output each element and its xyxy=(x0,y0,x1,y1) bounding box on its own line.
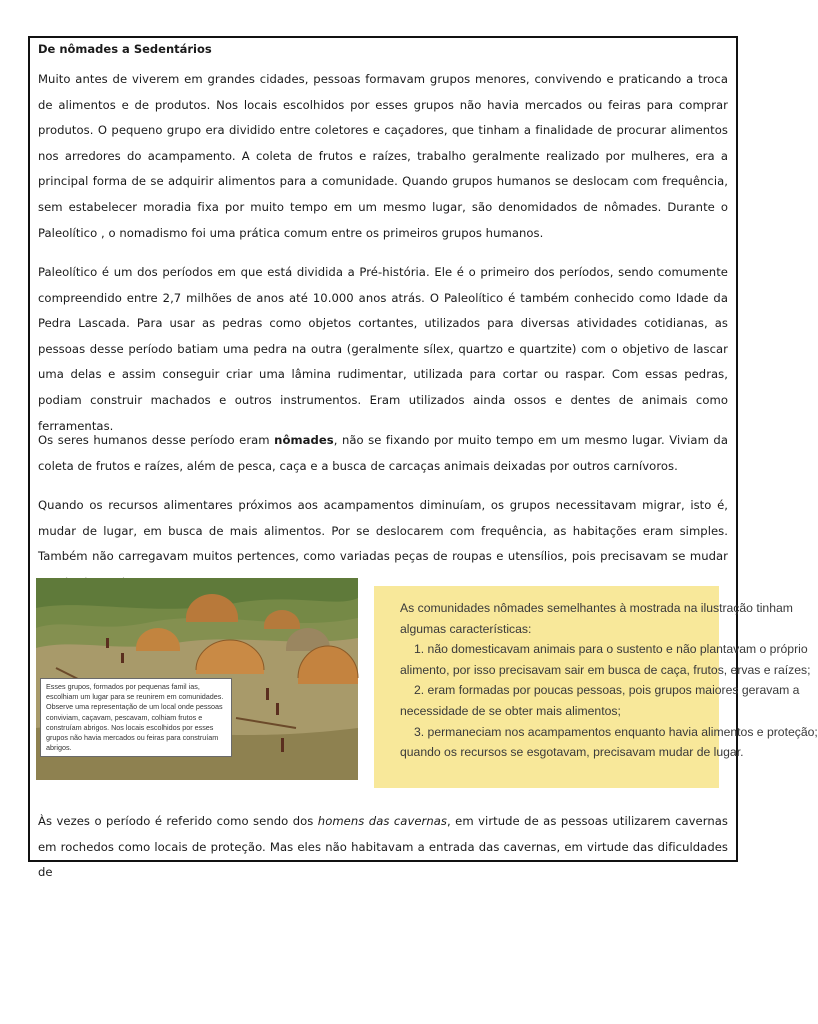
paragraph-nomadic-humans xyxy=(38,428,728,479)
box-line: necessidade de se obter mais alimentos; xyxy=(400,703,621,718)
paragraph3-end: , não se fixando por muito tempo em um mesmo lugar. Viviam da coleta de frutos e raízes, além de pesca, caça e a busca de carcaças animais deixadas por outros carnívoros. xyxy=(38,433,728,473)
box-item-2: 2. eram formadas por poucas pessoas, pois grupos maiores geravam a xyxy=(414,683,800,698)
illustration-caption: Esses grupos, formados por pequenas famil ias, escolhiam um lugar para se reunirem em comunidades. Observe uma representação de um local onde pessoas conviviam, caçavam, pescavam, colhiam frutos e construíam abrigos. Nos locais escolhidos por esses grupos não havia mercados ou feiras para construíam abrigos. xyxy=(40,678,232,757)
paragraph5-start: Às vezes o período é referido como sendo dos xyxy=(38,814,318,828)
box-item-1: 1. não domesticavam animais para o sustento e não plantavam o próprio xyxy=(414,642,808,657)
camp-illustration xyxy=(36,578,358,780)
paragraph5-end: , em virtude de as pessoas utilizarem cavernas em rochedos como locais de proteção. Mas eles não habitavam a entrada das cavernas, em virtude das dificuldades de xyxy=(38,814,729,880)
paragraph-cave-men xyxy=(38,809,728,886)
homens-das-cavernas-italic: homens das cavernas xyxy=(317,814,448,828)
paragraph3-start: Os seres humanos desse período eram xyxy=(38,433,275,447)
box-line: As comunidades nômades semelhantes à mostrada na ilustração tinham xyxy=(400,601,793,615)
page-title: De nômades a Sedentários xyxy=(38,42,212,56)
paragraph-migration: Quando os recursos alimentares próximos aos acampamentos diminuíam, os grupos necessitavam migrar, isto é, mudar de lugar, em busca de mais alimentos. Por se deslocarem com frequência, as habitações eram simples. Também não carregavam muitos pertences, como variadas peças de roupas e utensílios, pois precisavam se mudar xyxy=(38,498,728,564)
document-frame xyxy=(28,36,818,880)
paragraph-paleolithic: Paleolítico é um dos períodos em que está dividida a Pré-história. Ele é o primeiro dos períodos, sendo comumente compreendido entre 2,7 milhões de anos até 10.000 anos atrás. O Paleolítico é também conhecido como Idade da Pedra Lascada. Para usar as pedras como objetos cortantes, utilizados para diversas atividades cotidianas, as pessoas desse período batiam uma pedra na outra (geralmente sílex, quartzo e quartzite) com o objetivo de lascar uma delas e assim conseguir criar uma lâmina rudimentar, utilizada para cortar ou raspar. Com essas pedras, podiam construir machados e outros instrumentos. Eram utilizados ainda ossos e dentes de animais como ferramentas. xyxy=(38,265,728,433)
box-line: algumas características: xyxy=(400,621,532,636)
box-line: alimento, por isso precisavam sair em busca de caça, frutos, ervas e raízes; xyxy=(400,662,811,677)
nomades-bold: nômades xyxy=(274,433,334,447)
box-item-3: 3. permaneciam nos acampamentos enquanto havia alimentos e proteção; xyxy=(414,724,818,739)
paragraph-nomads-intro: Muito antes de viverem em grandes cidades, pessoas formavam grupos menores, convivendo e praticando a troca de alimentos e de produtos. Nos locais escolhidos por esses grupos não havia mercados ou feiras para comprar produtos. O pequeno grupo era dividido entre coletores e caçadores, que tinham a finalidade de procurar alimentos nos arredores do acampamento. A coleta de frutos e raízes, trabalho geralmente realizado por mulheres, era a principal forma de se adquirir alimentos para a comunidade. Quando grupos humanos se deslocam com frequência, sem estabelecer moradia fixa por muito tempo em um mesmo lugar, são denomidados de nômades. Durante o Paleolítico , o nomadismo foi uma prática comum entre os primeiros grupos humanos. xyxy=(38,72,728,240)
box-line: quando os recursos se esgotavam, precisavam mudar de lugar. xyxy=(400,745,744,760)
characteristics-box xyxy=(374,586,818,788)
